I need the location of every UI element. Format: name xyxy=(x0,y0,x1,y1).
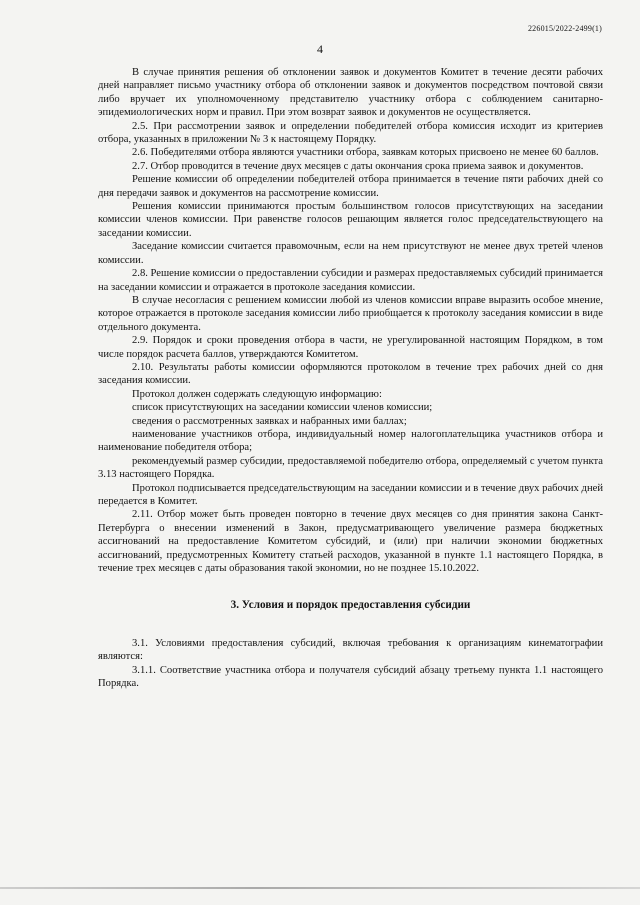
paragraph: 2.11. Отбор может быть проведен повторно в течение двух месяцев со дня принятия закона Санкт-Петербурга о внесении изменений в Закон, предусматривающего увеличение размера бюджетных ассигнований на предоставление Комитетом субсидий, и (или) при наличии экономии бюджетных ассигнований, предусмотренных Комитету статьей расходов, указанной в пункте 1.1 настоящего Порядка, в течение трех месяцев с даты образования такой экономии, но не позднее 15.10.2022. xyxy=(98,509,603,575)
paragraph: Решения комиссии принимаются простым большинством голосов присутствующих на заседании комиссии членов комиссии. При равенстве голосов решающим является голос председательствующего на заседании комиссии. xyxy=(98,201,603,239)
paragraph: 2.5. При рассмотрении заявок и определении победителей отбора комиссия исходит из критериев отбора, указанных в приложении № 3 к настоящему Порядку. xyxy=(98,120,603,146)
paragraph: 2.6. Победителями отбора являются участники отбора, заявкам которых присвоено не менее 60 баллов. xyxy=(132,147,599,159)
document-body xyxy=(98,66,603,690)
paragraph: список присутствующих на заседании комиссии членов комиссии; xyxy=(132,402,433,414)
paragraph: 2.10. Результаты работы комиссии оформляются протоколом в течение трех рабочих дней со дня заседания комиссии. xyxy=(98,361,603,387)
paragraph: сведения о рассмотренных заявках и набранных ими баллах; xyxy=(132,415,407,427)
paragraph: 3.1. Условиями предоставления субсидий, включая требования к организациям кинематографии являются: xyxy=(98,637,603,663)
paragraph: Протокол подписывается председательствующим на заседании комиссии и в течение двух рабочих дней передается в Комитет. xyxy=(98,482,603,507)
document-number: 226015/2022-2499(1) xyxy=(527,24,602,33)
paragraph: рекомендуемый размер субсидии, предоставляемой победителю отбора, определяемый с учетом пункта 3.13 настоящего Порядка. xyxy=(98,455,603,481)
paragraph: В случае принятия решения об отклонении заявок и документов Комитет в течение десяти рабочих дней направляет письмо участнику отбора об отклонении заявок и документов посредством почтовой связи либо вручает их уполномоченному представителю участнику отбора с соблюдением санитарно-эпидемиологических норм и правил. При этом возврат заявок и документов не осуществляется. xyxy=(98,67,603,119)
paragraph: В случае несогласия с решением комиссии любой из членов комиссии вправе выразить особое мнение, которое отражается в протоколе заседания комиссии либо приобщается к протоколу заседания комиссии в виде отдельного документа. xyxy=(98,294,603,333)
paragraph: 2.8. Решение комиссии о предоставлении субсидии и размерах предоставляемых субсидий принимается на заседании комиссии и отражается в протоколе заседания комиссии. xyxy=(98,268,603,293)
scan-edge-line xyxy=(0,887,640,889)
page-number: 4 xyxy=(317,42,323,56)
section-heading: 3. Условия и порядок предоставления субсидии xyxy=(230,599,471,612)
paragraph: Протокол должен содержать следующую информацию: xyxy=(132,388,382,400)
paragraph: Решение комиссии об определении победителей отбора принимается в течение пяти рабочих дней со дня передачи заявок и документов на рассмотрение комиссии. xyxy=(98,174,603,199)
paragraph: 2.7. Отбор проводится в течение двух месяцев с даты окончания срока приема заявок и документов. xyxy=(132,160,584,172)
paragraph: 2.9. Порядок и сроки проведения отбора в части, не урегулированной настоящим Порядком, в том числе порядок расчета баллов, утверждаются Комитетом. xyxy=(98,335,603,360)
paragraph: 3.1.1. Соответствие участника отбора и получателя субсидий абзацу третьему пункта 1.1 настоящего Порядка. xyxy=(98,664,603,690)
paragraph: Заседание комиссии считается правомочным, если на нем присутствуют не менее двух третей членов комиссии. xyxy=(98,241,603,266)
paragraph: наименование участников отбора, индивидуальный номер налогоплательщика участников отбора и наименование победителя отбора; xyxy=(98,428,603,454)
